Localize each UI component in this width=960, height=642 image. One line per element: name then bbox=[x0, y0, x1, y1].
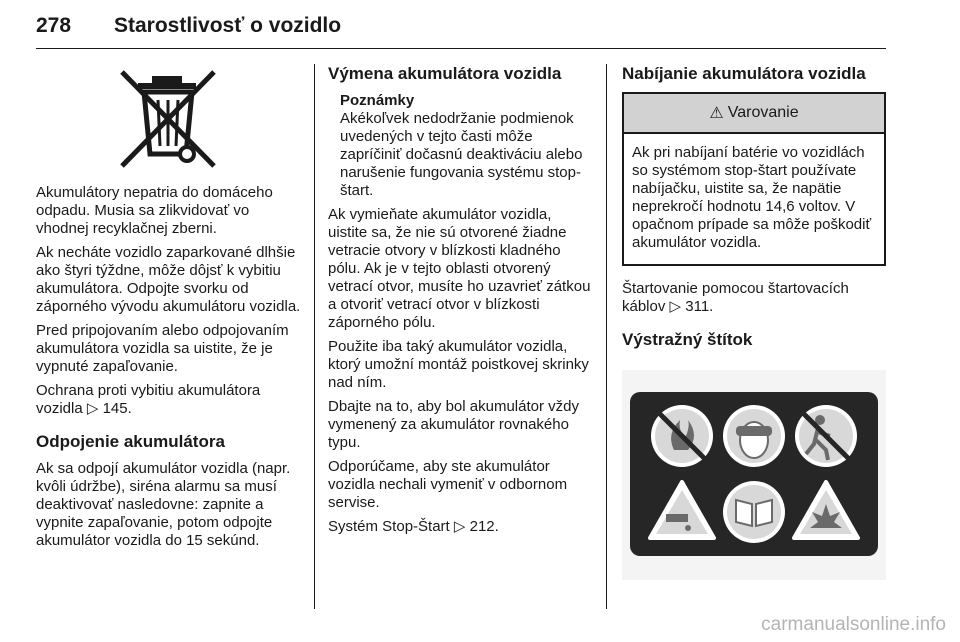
page-number: 278 bbox=[36, 14, 72, 37]
disconnect-heading: Odpojenie akumulátora bbox=[36, 432, 225, 451]
fuse-box-paragraph: Použite iba taký akumulátor vozidla, ktorý umožní montáž poistkovej skrinky nad ním. bbox=[328, 338, 589, 391]
service-paragraph: Odporúčame, aby ste akumulátor vozidla nechali vymeniť v odbornom servise. bbox=[328, 458, 568, 511]
discharge-protection-ref[interactable]: 145. bbox=[102, 400, 132, 417]
header-rule bbox=[36, 48, 886, 49]
discharge-protection-text: Ochrana proti vybitiu akumulátora vozidla bbox=[36, 382, 261, 417]
column-divider bbox=[314, 64, 315, 609]
jump-start-paragraph bbox=[622, 280, 886, 316]
note-block bbox=[328, 92, 594, 200]
replacement-heading: Výmena akumulátora vozidla bbox=[328, 64, 562, 83]
warning-body bbox=[624, 134, 884, 264]
page-reference-arrow-icon[interactable]: ▷ bbox=[453, 518, 466, 535]
crossed-out-bin-icon bbox=[116, 66, 220, 172]
same-type-paragraph: Dbajte na to, aby bol akumulátor vždy vymenený za akumulátor rovnakého typu. bbox=[328, 398, 579, 451]
page-reference-arrow-icon[interactable]: ▷ bbox=[86, 400, 99, 417]
stop-start-text: Systém Stop-Štart bbox=[328, 518, 450, 535]
disposal-paragraph: Akumulátory nepatria do domáceho odpadu. Musia sa zlikvidovať vo vhodnej recyklačnej zberni. bbox=[36, 184, 273, 237]
column-middle bbox=[328, 64, 594, 542]
stop-start-paragraph bbox=[328, 518, 594, 536]
warning-label-heading: Výstražný štítok bbox=[622, 330, 753, 349]
no-fire-smoking-icon bbox=[651, 405, 713, 467]
warning-triangle-icon: ⚠ bbox=[709, 105, 724, 122]
jump-start-ref[interactable]: 311. bbox=[685, 298, 714, 315]
parking-paragraph: Ak necháte vozidlo zaparkované dlhšie ako štyri týždne, môže dôjsť k vybitiu akumulátora. Odpojte svorku od záporného vývodu akumulátoru vozidla. bbox=[36, 244, 301, 315]
keep-children-away-icon bbox=[795, 405, 857, 467]
column-divider bbox=[606, 64, 607, 609]
eye-protection-icon bbox=[723, 405, 785, 467]
page-reference-arrow-icon[interactable]: ▷ bbox=[669, 298, 682, 315]
disconnect-paragraph: Ak sa odpojí akumulátor vozidla (napr. kvôli údržbe), siréna alarmu sa musí deaktivovať nasledovne: zapnite a vypnite zapaľovanie, potom odpojte akumulátor vozidla do 15 sekúnd. bbox=[36, 460, 291, 549]
warning-label-image bbox=[622, 370, 886, 580]
watermark: carmanualsonline.info bbox=[761, 614, 946, 635]
column-left bbox=[36, 64, 304, 556]
vent-paragraph: Ak vymieňate akumulátor vozidla, uistite sa, že nie sú otvorené žiadne vetracie otvory v blízkosti kladného pólu. Ak je v tejto oblasti otvorený vetrací otvor, musíte ho uzavrieť zátkou a otvoriť vetrací otvor v blízkosti záporného pólu. bbox=[328, 206, 591, 331]
note-title: Poznámky bbox=[340, 92, 415, 109]
discharge-protection-paragraph bbox=[36, 382, 304, 418]
note-text: Akékoľvek nedodržanie podmienok uvedených v tejto časti môže zapríčiniť dočasnú deaktiváciu alebo narušenie fungovania systému stop-štart. bbox=[340, 110, 583, 199]
ignition-paragraph: Pred pripojovaním alebo odpojovaním akumulátora vozidla sa uistite, že je vypnuté zapaľovanie. bbox=[36, 322, 289, 375]
stop-start-ref[interactable]: 212. bbox=[469, 518, 499, 535]
page-header bbox=[36, 10, 886, 50]
warning-box bbox=[622, 92, 886, 266]
warning-header bbox=[624, 94, 884, 134]
read-manual-icon bbox=[723, 481, 785, 543]
column-right bbox=[622, 64, 886, 580]
warning-title: Varovanie bbox=[727, 104, 799, 121]
page-title: Starostlivosť o vozidlo bbox=[114, 14, 342, 37]
charging-heading: Nabíjanie akumulátora vozidla bbox=[622, 64, 866, 83]
warning-text: Ak pri nabíjaní batérie vo vozidlách so systémom stop-štart používate nabíjačku, uistite sa, že napätie neprekročí hodnotu 14,6 voltov. V opačnom prípade sa môže poškodiť akumulátor vozidla. bbox=[632, 144, 872, 251]
jump-start-text: Štartovanie pomocou štartovacích káblov bbox=[622, 280, 849, 315]
